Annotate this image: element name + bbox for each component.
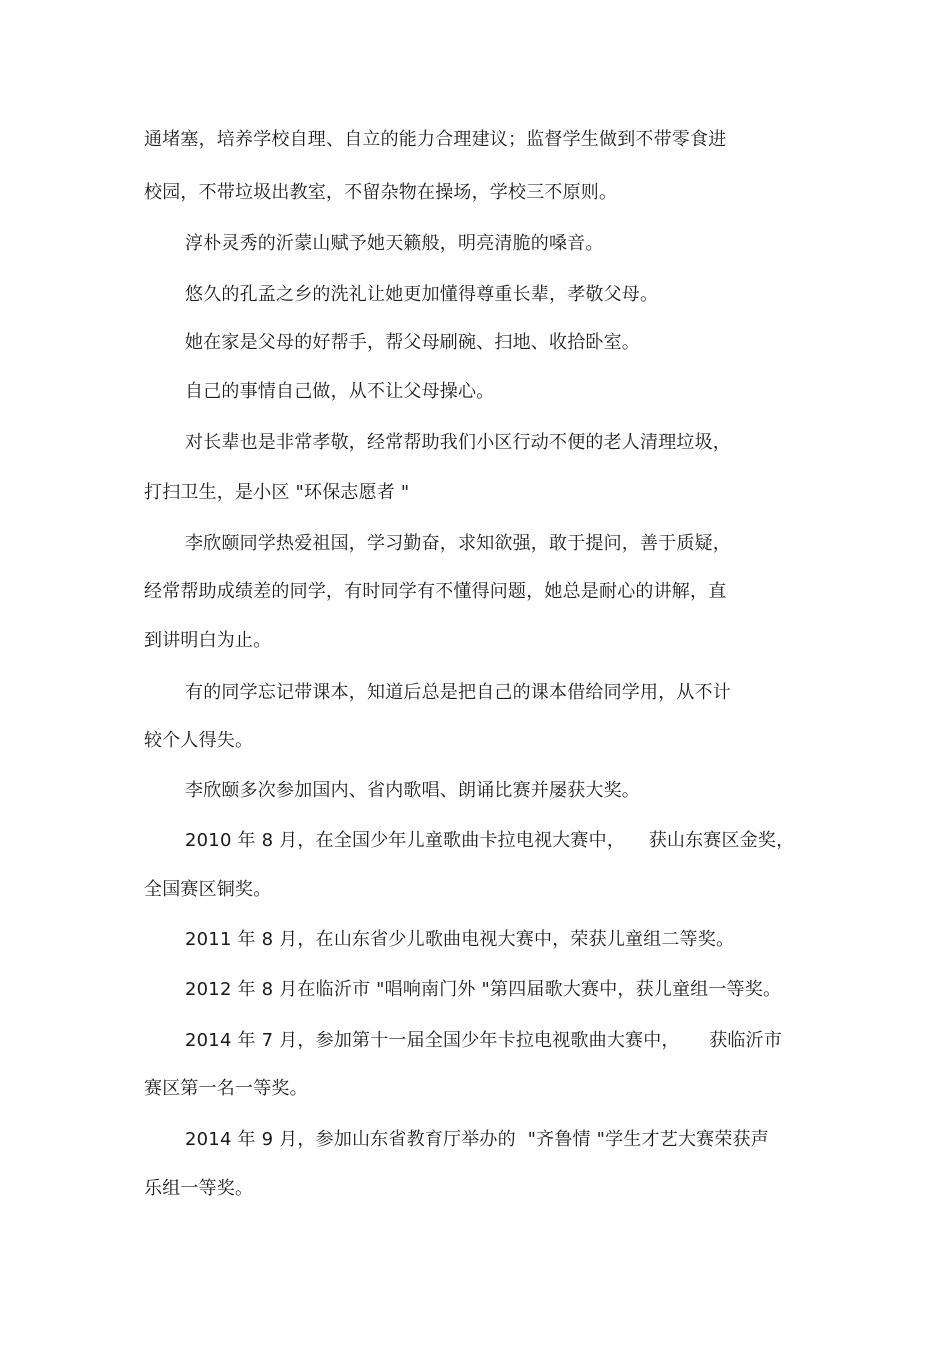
paragraph-line: 2010 年 8 月，在全国少年儿童歌曲卡拉电视大赛中， 获山东赛区金奖，	[185, 830, 795, 851]
paragraph-line: 悠久的孔孟之乡的洗礼让她更加懂得尊重长辈，孝敬父母。	[185, 284, 659, 305]
text-line: 经常帮助成绩差的同学，有时同学有不懂得问题，她总是耐心的讲解，直	[144, 581, 727, 602]
paragraph-line: 李欣颐多次参加国内、省内歌唱、朗诵比赛并屡获大奖。	[185, 780, 640, 801]
text-line: 赛区第一名一等奖。	[144, 1078, 308, 1099]
text-line: 全国赛区铜奖。	[144, 879, 272, 900]
paragraph-line: 她在家是父母的好帮手，帮父母刷碗、扫地、收拾卧室。	[185, 332, 640, 353]
paragraph-line: 2014 年 9 月，参加山东省教育厅举办的 "齐鲁情 "学生才艺大赛荣获声	[185, 1129, 769, 1150]
paragraph-line: 自己的事情自己做，从不让父母操心。	[185, 381, 495, 402]
paragraph-line: 2012 年 8 月在临沂市 "唱响南门外 "第四届歌大赛中，获儿童组一等奖。	[185, 979, 782, 1000]
paragraph-line: 2011 年 8 月，在山东省少儿歌曲电视大赛中，荣获儿童组二等奖。	[185, 929, 735, 950]
text-line: 到讲明白为止。	[144, 630, 272, 651]
text-line: 乐组一等奖。	[144, 1178, 254, 1199]
paragraph-line: 2014 年 7 月，参加第十一届全国少年卡拉电视歌曲大赛中， 获临沂市	[185, 1030, 783, 1051]
text-line: 校园，不带垃圾出教室，不留杂物在操场，学校三不原则。	[144, 182, 618, 203]
paragraph-line: 对长辈也是非常孝敬，经常帮助我们小区行动不便的老人清理垃圾，	[185, 432, 731, 453]
paragraph-line: 李欣颐同学热爱祖国，学习勤奋，求知欲强，敢于提问，善于质疑，	[185, 533, 731, 554]
text-line: 打扫卫生，是小区 "环保志愿者 "	[144, 482, 410, 503]
text-line: 较个人得失。	[144, 730, 254, 751]
text-line: 通堵塞，培养学校自理、自立的能力合理建议；监督学生做到不带零食进	[144, 129, 727, 150]
paragraph-line: 有的同学忘记带课本，知道后总是把自己的课本借给同学用，从不计	[185, 682, 731, 703]
paragraph-line: 淳朴灵秀的沂蒙山赋予她天籁般，明亮清脆的嗓音。	[185, 233, 604, 254]
